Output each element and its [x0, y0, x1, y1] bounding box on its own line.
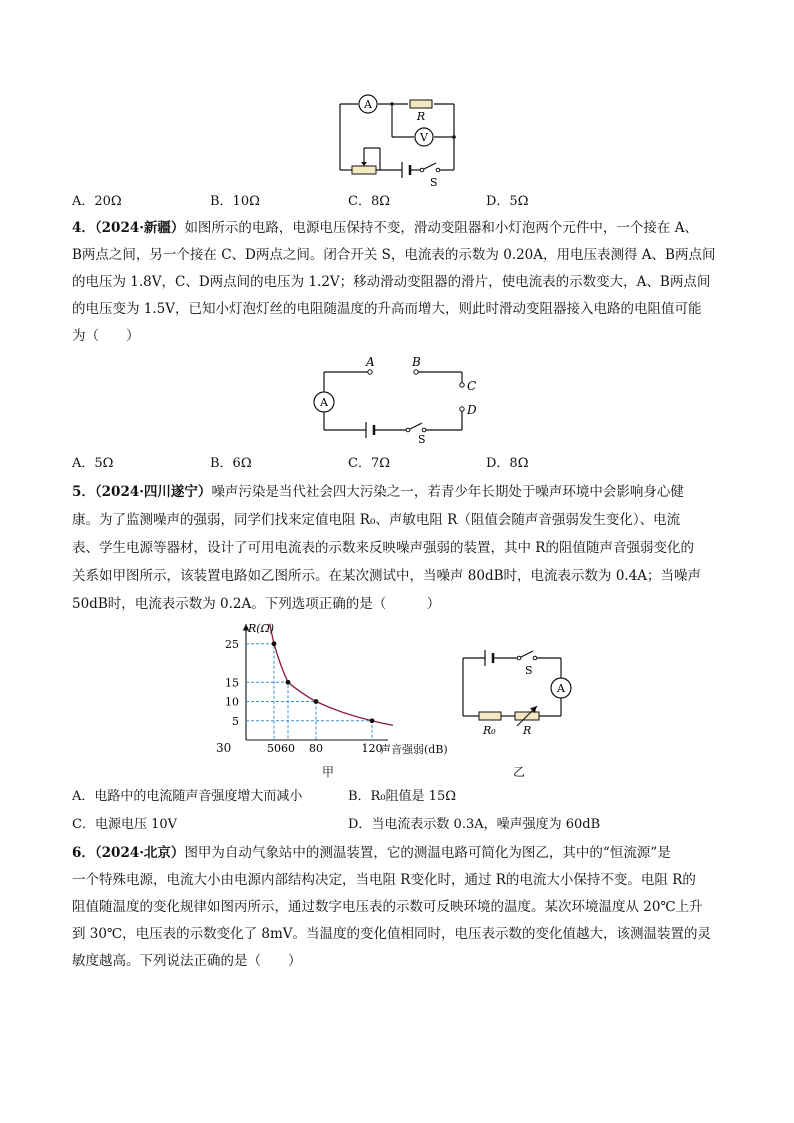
ammeter-icon — [359, 95, 377, 113]
svg-text:A: A — [364, 98, 372, 111]
q5-text-line-5: 50dB时，电流表示数为 0.2A。下列选项正确的是（ ） — [72, 596, 441, 612]
ammeter-icon — [551, 678, 571, 698]
q4-option-b[interactable]: B．6Ω — [210, 456, 252, 471]
q5-option-a[interactable]: A．电路中的电流随声音强度增大而减小 — [72, 789, 303, 804]
q6-number: 6． — [72, 845, 95, 861]
y-tick-label: 5 — [232, 714, 239, 728]
data-point — [370, 718, 375, 723]
q4-text-line-5: 为（ ） — [72, 328, 140, 344]
q6-stem-1: 图甲为自动气象站中的测温装置，它的测温电路可简化为图乙，其中的“恒流源”是 — [184, 845, 671, 861]
guide-line — [246, 682, 288, 740]
resistor-icon — [410, 100, 432, 108]
q5-circuit-caption: 乙 — [513, 765, 526, 779]
x-axis-label: 声音强弱(dB) — [380, 743, 448, 756]
q3-option-d[interactable]: D．5Ω — [486, 194, 529, 209]
q5-chart-caption: 甲 — [322, 765, 335, 779]
q4-stem-1: 如图所示的电路，电源电压保持不变，滑动变阻器和小灯泡两个元件中，一个接在 A、 — [184, 220, 698, 236]
data-point — [272, 641, 277, 646]
data-point — [314, 699, 319, 704]
q4-source: （2024·新疆） — [94, 220, 185, 236]
x-tick-label: 120 — [361, 742, 383, 755]
q4-text-line-2: B两点之间，另一个接在 C、D两点之间。闭合开关 S，电流表的示数为 0.20A，用电压表测得 A、B两点间 — [72, 247, 716, 263]
x-tick-label: 60 — [281, 742, 295, 755]
rheostat-icon — [352, 166, 376, 174]
svg-text:R₀: R₀ — [483, 724, 496, 737]
q3-circuit-diagram — [330, 88, 470, 188]
q6-source: （2024·北京） — [94, 845, 185, 861]
x-tick-label: 80 — [309, 742, 323, 755]
svg-text:R: R — [523, 724, 532, 737]
guide-line — [246, 644, 274, 740]
svg-text:A: A — [366, 355, 375, 369]
q5-stem-1: 噪声污染是当代社会四大污染之一，若青少年长期处于噪声环境中会影响身心健 — [211, 484, 684, 500]
voltmeter-icon — [415, 128, 433, 146]
y-tick-label: 25 — [225, 637, 239, 651]
svg-text:A: A — [320, 396, 328, 409]
q6-text-line-3: 阻值随温度的变化规律如图丙所示，通过数字电压表的示数可反映环境的温度。某次环境温度从 20℃上升 — [72, 899, 703, 915]
svg-text:S: S — [418, 433, 426, 444]
y-tick-label: 10 — [225, 695, 239, 709]
q5-text-line-4: 关系如甲图所示，该装置电路如乙图所示。在某次测试中，当噪声 80dB时，电流表示数为 0.4A；当噪声 — [72, 568, 702, 584]
q4-option-c[interactable]: C．7Ω — [348, 456, 390, 471]
y-tick-label: 15 — [225, 676, 239, 690]
q3-option-c[interactable]: C．8Ω — [348, 194, 390, 209]
q4-option-d[interactable]: D．8Ω — [486, 456, 529, 471]
svg-text:B: B — [412, 355, 421, 369]
fixed-resistor-r0-icon — [479, 712, 501, 720]
q4-option-a[interactable]: A．5Ω — [72, 456, 114, 471]
q5-source: （2024·四川遂宁） — [94, 484, 212, 500]
q4-text-line-3: 的电压为 1.8V，C、D两点间的电压为 1.2V；移动滑动变阻器的滑片，使电流表的示数变大，A、B两点间 — [72, 274, 711, 290]
q5-number: 5． — [72, 484, 95, 500]
q6-text-line-1 — [72, 843, 732, 863]
svg-text:V: V — [420, 131, 428, 144]
svg-text:S: S — [525, 664, 533, 677]
q4-circuit-diagram — [310, 352, 490, 444]
q4-text-line-4: 的电压变为 1.5V，已知小灯泡灯丝的电阻随温度的升高而增大，则此时滑动变阻器接入电路的电阻值可能 — [72, 301, 702, 317]
q5-text-line-1 — [72, 482, 732, 502]
q5-text-line-2: 康。为了监测噪声的强弱，同学们找来定值电阻 R₀、声敏电阻 R（阻值会随声音强弱发生变化）、电流 — [72, 512, 681, 528]
svg-text:A: A — [557, 682, 565, 695]
q4-text-line-1 — [72, 218, 732, 238]
q3-option-a[interactable]: A．20Ω — [72, 194, 122, 209]
x-tick-label: 50 — [267, 742, 281, 755]
q6-text-line-2: 一个特殊电源，电流大小由电源内部结构决定，当电阻 R变化时，通过 R的电流大小保持不变。电阻 R的 — [72, 872, 696, 888]
q5-option-b[interactable]: B．R₀阻值是 15Ω — [348, 789, 457, 804]
q5-option-d[interactable]: D．当电流表示数 0.3A，噪声强度为 60dB — [348, 817, 601, 832]
q5-x-axis-origin: 30 — [216, 741, 232, 755]
q6-text-line-5: 敏度越高。下列说法正确的是（ ） — [72, 953, 302, 969]
data-point — [286, 680, 291, 685]
svg-text:S: S — [430, 176, 438, 188]
q5-text-line-3: 表、学生电源等器材，设计了可用电流表的示数来反映噪声强弱的装置，其中 R的阻值随声音强弱变化的 — [72, 540, 694, 556]
svg-text:D: D — [467, 403, 477, 417]
q5-option-c[interactable]: C．电源电压 10V — [72, 817, 178, 832]
guide-line — [246, 721, 372, 740]
q3-option-b[interactable]: B．10Ω — [210, 194, 260, 209]
q5-chart-r-vs-noise — [222, 616, 462, 756]
ammeter-icon — [314, 392, 334, 412]
r-curve-line — [268, 625, 393, 726]
q4-number: 4． — [72, 220, 95, 236]
y-axis-label: R(Ω) — [248, 622, 274, 635]
svg-text:C: C — [467, 379, 477, 393]
q5-circuit-diagram — [455, 646, 585, 742]
q6-text-line-4: 到 30℃，电压表的示数变化了 8mV。当温度的变化值相同时，电压表示数的变化值越大，该测温装置的灵 — [72, 926, 712, 942]
svg-text:R: R — [416, 110, 426, 123]
